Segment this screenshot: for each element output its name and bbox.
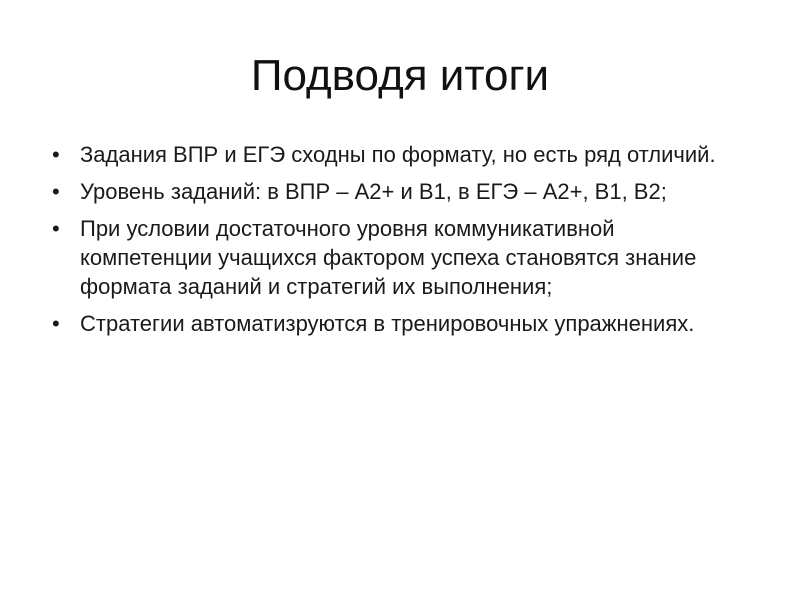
list-item-text: Уровень заданий: в ВПР – А2+ и В1, в ЕГЭ – А2+, В1, В2; — [80, 179, 667, 204]
slide-title: Подводя итоги — [250, 51, 550, 100]
list-item — [52, 214, 742, 301]
list-item-text: При условии достаточного уровня коммуникативной компетенции учащихся фактором успеха становятся знание формата заданий и стратегий их выполнения; — [80, 216, 697, 299]
bullet-icon: • — [52, 216, 60, 241]
list-item-text: Задания ВПР и ЕГЭ сходны по формату, но есть ряд отличий. — [80, 142, 716, 167]
list-item — [52, 140, 742, 169]
bullet-icon: • — [52, 142, 60, 167]
list-item — [52, 309, 742, 338]
bullet-icon: • — [52, 179, 60, 204]
bullet-icon: • — [52, 311, 60, 336]
list-item — [52, 177, 742, 206]
bullet-list — [52, 140, 742, 346]
list-item-text: Стратегии автоматизруются в тренировочных упражнениях. — [80, 311, 695, 336]
